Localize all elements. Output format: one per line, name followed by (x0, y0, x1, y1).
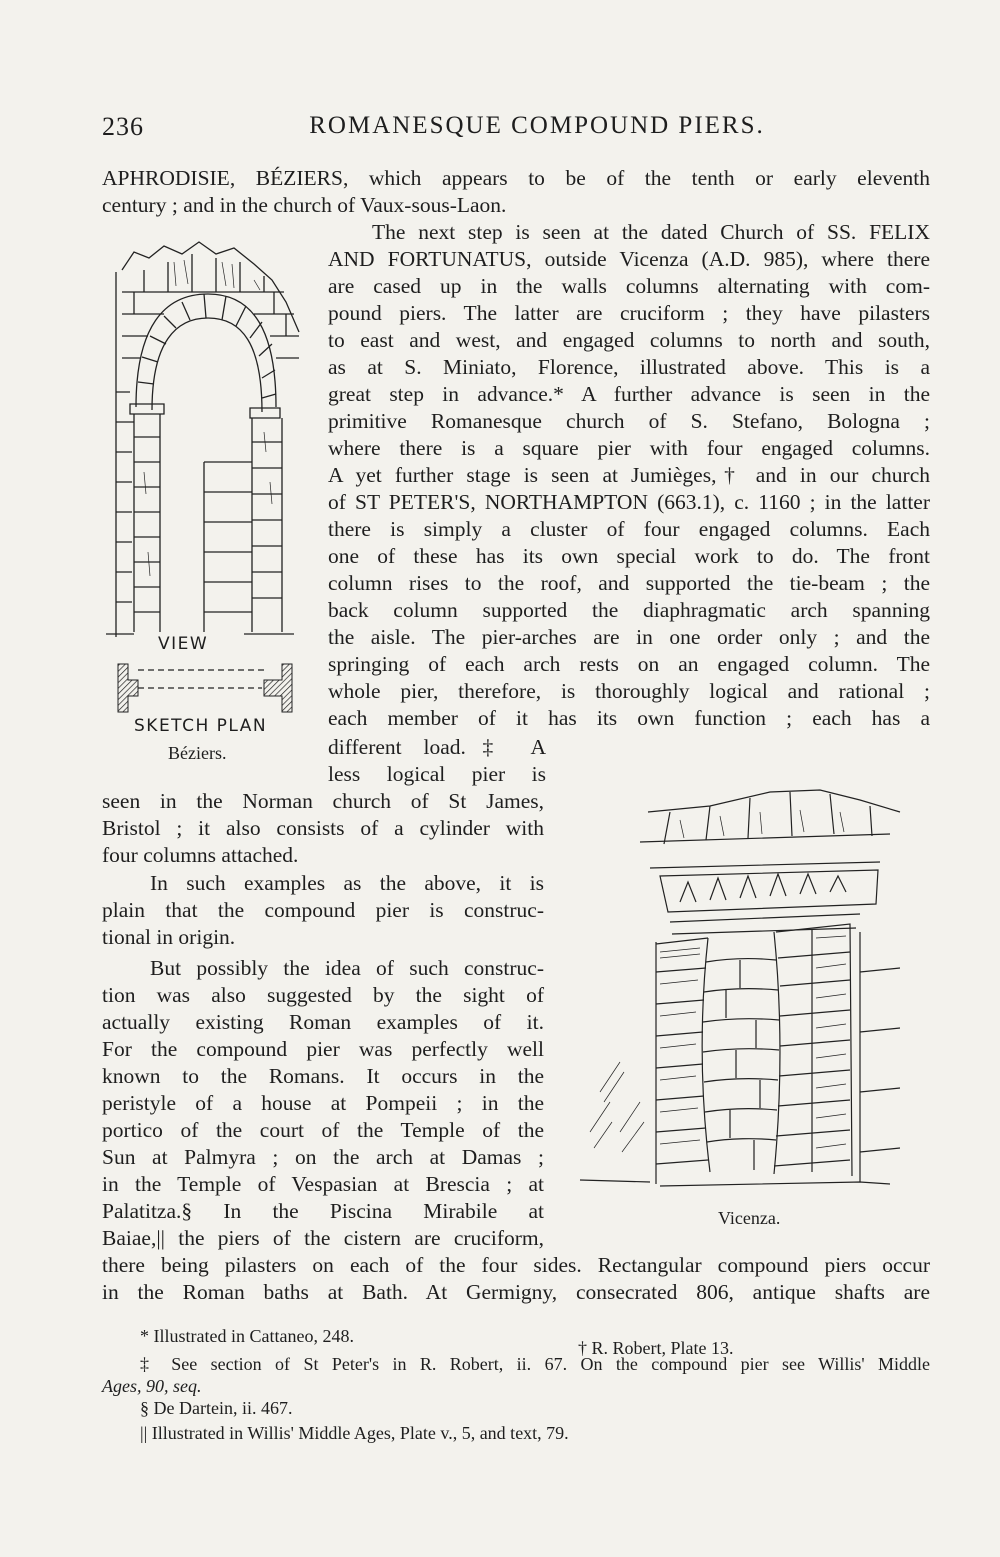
text-line: back column supported the diaphragmatic arch spanning (328, 598, 930, 622)
page-number: 236 (102, 112, 144, 141)
footnote: † R. Robert, Plate 13. (578, 1338, 734, 1358)
text-line: the aisle. The pier-arches are in one order only ; and the (328, 625, 930, 649)
text-line: primitive Romanesque church of S. Stefano, Bologna ; (328, 409, 930, 433)
text-line: great step in advance.* A further advance is seen in the (328, 382, 930, 406)
text-line: springing of each arch rests on an engaged column. The (328, 652, 930, 676)
beziers-sketch-plan (112, 660, 298, 716)
text-line: peristyle of a house at Pompeii ; in the (102, 1091, 544, 1115)
footnote: Ages, 90, seq. (102, 1376, 202, 1396)
beziers-arch-illustration (104, 232, 304, 640)
text-line: But possibly the idea of such construc- (150, 956, 544, 980)
text-line: different load.‡ A (328, 735, 546, 759)
vicenza-pier-illustration (560, 772, 920, 1204)
text-line: of ST PETER'S, NORTHAMPTON (663.1), c. 1160 ; in the latter (328, 490, 930, 514)
vicenza-caption: Vicenza. (718, 1208, 781, 1228)
text-line: whole pier, therefore, is thoroughly logical and rational ; (328, 679, 930, 703)
text-line: column rises to the roof, and supported the tie-beam ; the (328, 571, 930, 595)
text-line: tion was also suggested by the sight of (102, 983, 544, 1007)
text-line: tional in origin. (102, 925, 236, 949)
text-line: pound piers. The latter are cruciform ; they have pilasters (328, 301, 930, 325)
beziers-caption: Béziers. (168, 743, 227, 763)
text-line: in the Temple of Vespasian at Brescia ; at (102, 1172, 544, 1196)
text-line: For the compound pier was perfectly well (102, 1037, 544, 1061)
sketch-plan-label: SKETCH PLAN (134, 716, 268, 736)
text-line: are cased up in the walls columns alternating with com- (328, 274, 930, 298)
text-line: portico of the court of the Temple of the (102, 1118, 544, 1142)
text-line: plain that the compound pier is construc- (102, 898, 544, 922)
text-line: to east and west, and engaged columns to north and south, (328, 328, 930, 352)
text-line: four columns attached. (102, 843, 299, 867)
text-line: AND FORTUNATUS, outside Vicenza (A.D. 985), where there (328, 247, 930, 271)
text-line: in the Roman baths at Bath. At Germigny, consecrated 806, antique shafts are (102, 1280, 930, 1304)
text-line: as at S. Miniato, Florence, illustrated above. This is a (328, 355, 930, 379)
text-line: Baiae,|| the piers of the cistern are cruciform, (102, 1226, 544, 1250)
view-label: VIEW (158, 634, 209, 654)
text-line: Sun at Palmyra ; on the arch at Damas ; (102, 1145, 544, 1169)
text-line: where there is a square pier with four engaged columns. (328, 436, 930, 460)
text-line: A yet further stage is seen at Jumièges,† and in our church (328, 463, 930, 487)
text-line: each member of it has its own function ; each has a (328, 706, 930, 730)
text-line: century ; and in the church of Vaux-sous-Laon. (102, 193, 507, 217)
footnote: § De Dartein, ii. 467. (140, 1398, 293, 1418)
text-line: APHRODISIE, BÉZIERS, which appears to be of the tenth or early eleventh (102, 166, 930, 190)
text-line: In such examples as the above, it is (150, 871, 544, 895)
text-line: there being pilasters on each of the four sides. Rectangular compound piers occur (102, 1253, 930, 1277)
text-line: seen in the Norman church of St James, (102, 789, 544, 813)
text-line: actually existing Roman examples of it. (102, 1010, 544, 1034)
text-line: Bristol ; it also consists of a cylinder with (102, 816, 544, 840)
text-line: Palatitza.§ In the Piscina Mirabile at (102, 1199, 544, 1223)
running-title: ROMANESQUE COMPOUND PIERS. (309, 112, 765, 139)
text-line: one of these has its own special work to do. The front (328, 544, 930, 568)
page-header (102, 112, 932, 152)
text-line: known to the Romans. It occurs in the (102, 1064, 544, 1088)
text-line: The next step is seen at the dated Church of SS. FELIX (372, 220, 930, 244)
footnote: * Illustrated in Cattaneo, 248. (140, 1326, 354, 1346)
text-line: there is simply a cluster of four engaged columns. Each (328, 517, 930, 541)
footnote: || Illustrated in Willis' Middle Ages, Plate v., 5, and text, 79. (140, 1423, 569, 1443)
text-line: less logical pier is (328, 762, 546, 786)
footnote: ‡ See section of St Peter's in R. Robert, ii. 67. On the compound pier see Willis' Middle (140, 1354, 930, 1374)
